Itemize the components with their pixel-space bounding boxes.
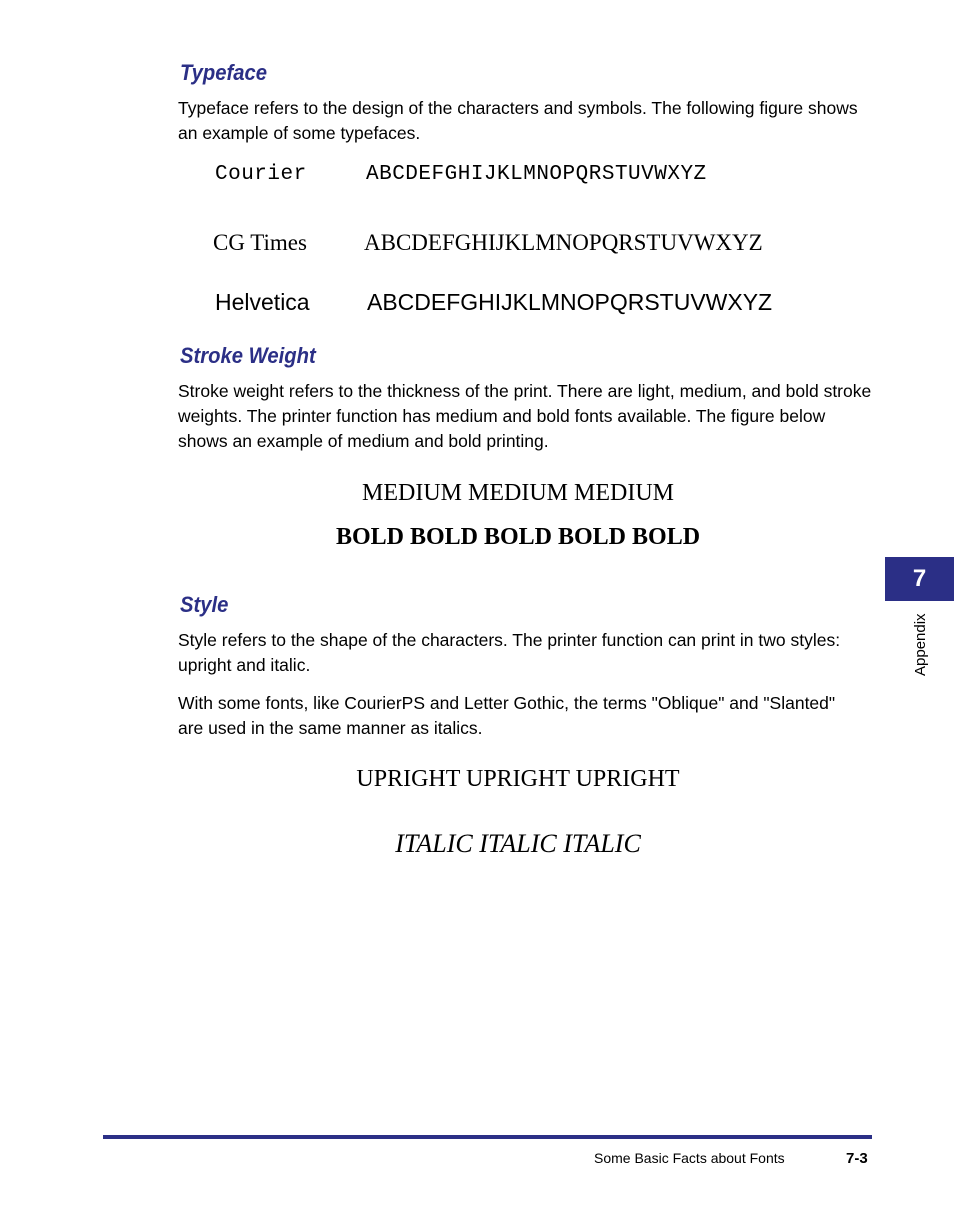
courier-name: Courier bbox=[215, 163, 307, 186]
bold-sample: BOLD BOLD BOLD BOLD BOLD bbox=[335, 524, 701, 550]
cg-times-alphabet: ABCDEFGHIJKLMNOPQRSTUVWXYZ bbox=[364, 230, 763, 255]
page-number: 7-3 bbox=[846, 1150, 868, 1167]
style-paragraph-1: Style refers to the shape of the characters. The printer function can print in two styles: upright and italic. bbox=[178, 630, 841, 675]
helvetica-alphabet: ABCDEFGHIJKLMNOPQRSTUVWXYZ bbox=[367, 289, 773, 315]
helvetica-name: Helvetica bbox=[215, 289, 310, 315]
footer-title: Some Basic Facts about Fonts bbox=[594, 1150, 785, 1166]
style-heading: Style bbox=[180, 592, 229, 617]
footer-rule bbox=[103, 1135, 872, 1139]
typeface-heading: Typeface bbox=[180, 60, 268, 85]
stroke-weight-paragraph: Stroke weight refers to the thickness of the print. There are light, medium, and bold stroke weights. The printer function has medium and bold fonts available. The figure below shows an example of medium and bold printing. bbox=[178, 381, 872, 451]
italic-sample: ITALIC ITALIC ITALIC bbox=[395, 829, 641, 858]
cg-times-name: CG Times bbox=[213, 230, 307, 255]
upright-sample: UPRIGHT UPRIGHT UPRIGHT bbox=[356, 766, 680, 792]
courier-alphabet: ABCDEFGHIJKLMNOPQRSTUVWXYZ bbox=[366, 163, 707, 186]
medium-sample: MEDIUM MEDIUM MEDIUM bbox=[362, 480, 674, 506]
chapter-tab: 7 bbox=[885, 557, 954, 601]
style-paragraph-2: With some fonts, like CourierPS and Letter Gothic, the terms "Oblique" and "Slanted" are used in the same manner as italics. bbox=[178, 693, 836, 738]
stroke-weight-heading: Stroke Weight bbox=[180, 343, 316, 368]
typeface-paragraph: Typeface refers to the design of the characters and symbols. The following figure shows an example of some typefaces. bbox=[178, 98, 858, 143]
chapter-label: Appendix bbox=[912, 613, 929, 676]
